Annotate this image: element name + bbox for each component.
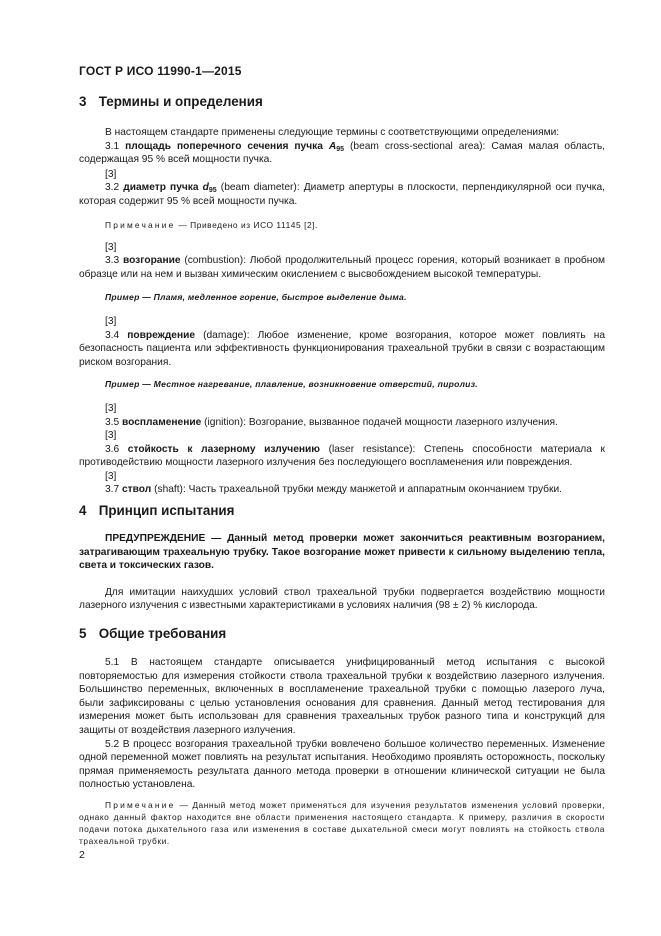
example-3-3: Пример — Пламя, медленное горение, быстрое выделение дыма. (105, 292, 407, 303)
section-3 (79, 94, 605, 110)
term-3-3: 3.3 возгорание (combustion): Любой продолжительный процесс горения, который возникает в пробном образце или на нем и вызван химическим окислением с высвобождением высокой температуры. (79, 255, 605, 280)
section-4 (79, 503, 605, 613)
page-number: 2 (79, 849, 85, 861)
term-3-2: 3.2 диаметр пучка $d_{95}$ (beam diameter): Диаметр апертуры в плоскости, перпендикулярной оси пучка, которая содержит 95 % всей мощности пучка. (79, 182, 605, 207)
section-4-text: Для имитации наихудших условий ствол трахеальной трубки подвергается воздействию мощности лазерного излучения с известными характеристиками в условиях наличия (98 ± 2) % кислорода. (79, 586, 605, 612)
reference: [3] (105, 168, 117, 180)
term-3-7: 3.7 ствол (shaft): Часть трахеальной трубки между манжетой и аппаратным окончанием трубки. (105, 484, 562, 496)
note-3-2: Примечание — Приведено из ИСО 11145 [2]. (105, 219, 318, 230)
paragraph-5-2: 5.2 В процесс возгорания трахеальной трубки вовлечено большое количество переменных. Изменение одной переменной может повлиять на результат испытания. Необходимо проявлять осторожность, поскольку прямая применяемость результата данного метода проверки в отношении клинической ситуации не была полностью установлена. (79, 738, 605, 791)
reference: [3] (105, 241, 117, 253)
example-3-4: Пример — Местное нагревание, плавление, возникновение отверстий, пиролиз. (105, 379, 478, 390)
note-5: Примечание — Данный метод может применяться для изучения результатов изменения условий проверки, однако данный фактор находится вне области применения настоящего стандарта. К примеру, различия в скорости подачи потока дыхательного газа или изменения в составе дыхательной смеси могут повлиять на стойкость ствола трахеальной трубки. (79, 799, 605, 846)
reference: [3] (105, 402, 117, 414)
term-3-4: 3.4 повреждение (damage): Любое изменение, кроме возгорания, которое может повлиять на безопасность пациента или эффективность функционирования трахеальной трубки в связи с возрастающим риском возгорания. (79, 329, 605, 368)
term-3-1: 3.1 площадь поперечного сечения пучка $A_{95}$ (beam cross-sectional area): Самая малая область, содержащая 95 % всей мощности пучка. (79, 140, 605, 166)
reference: [3] (105, 470, 117, 482)
section-5-heading: 5 Общие требования (79, 626, 227, 641)
running-header: ГОСТ Р ИСО 11990-1—2015 (79, 64, 242, 78)
section-3-heading: 3 Термины и определения (79, 94, 263, 109)
paragraph-5-1: 5.1 В настоящем стандарте описывается унифицированный метод испытания с высокой повторяемостью для измерения стойкости ствола трахеальной трубки к воздействию лазерного излучения. Большинство переменных, включенных в воспламенение трахеальной трубки с помощью лазерого луча, были зафиксированы с целью установления основания для сравнения. Данный метод тестирования для измерения может быть использован для сравнения трахеальных трубок разного типа и конструкций для защиты от воздействия лазерного излучения. (79, 657, 605, 736)
term-3-5: 3.5 воспламенение (ignition): Возгорание, вызванное подачей мощности лазерного излучения. (105, 416, 558, 428)
term-3-6: 3.6 стойкость к лазерному излучению (laser resistance): Степень способности материала к противодействию мощности лазерного излучения без последующего воспламенения или повреждения. (79, 443, 605, 469)
reference: [3] (105, 315, 117, 327)
section-4-heading: 4 Принцип испытания (79, 503, 235, 518)
section-3-intro: В настоящем стандарте применены следующие термины с соответствующими определениями: (105, 127, 560, 138)
section-5 (79, 626, 605, 847)
warning-text: ПРЕДУПРЕЖДЕНИЕ — Данный метод проверки может закончиться реактивным возгоранием, затрагивающим трахеальную трубку. Такое возгорание может привести к сильному выделению тепла, света и токсических газов. (79, 533, 605, 572)
reference: [3] (105, 430, 117, 442)
section-3-body (79, 126, 605, 497)
